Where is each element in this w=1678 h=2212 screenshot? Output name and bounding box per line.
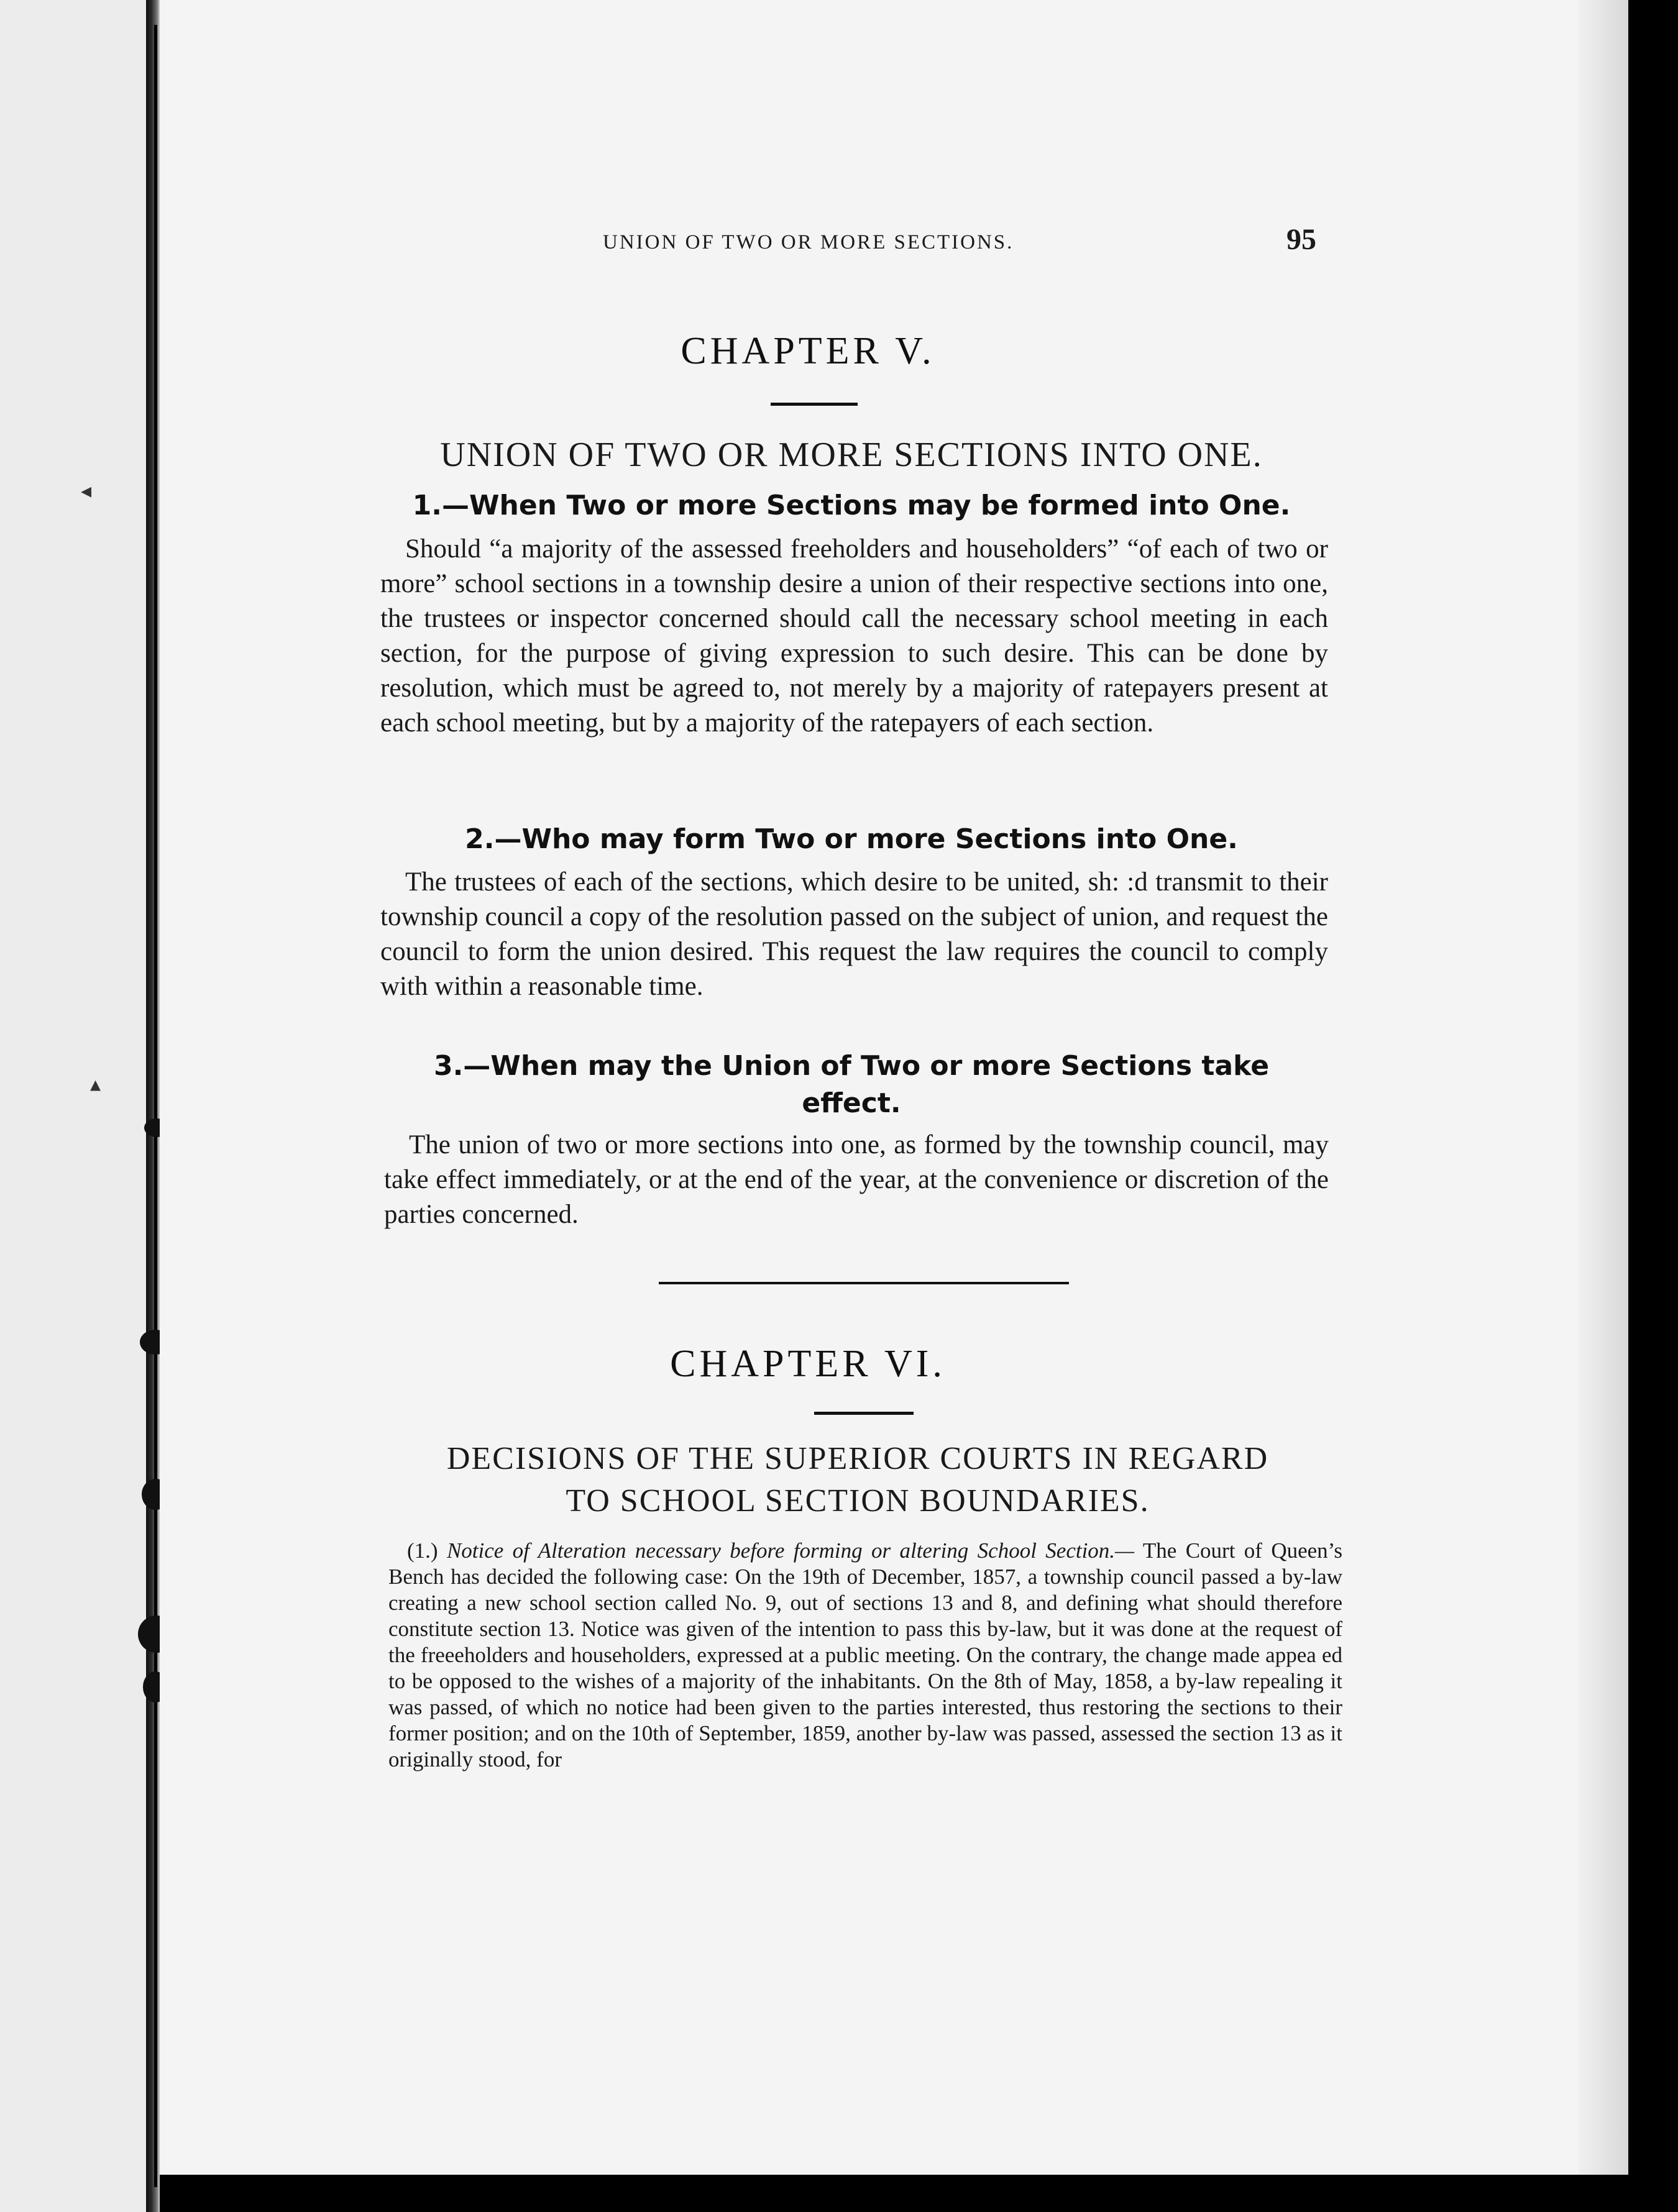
paragraph: The trustees of each of the sections, which desire to be united, sh: :d transmit to their township council a copy of the resolution passed on the subject of union, and request the council to form the union desired. This request the law requires the council to comply with within a reasonable time. [380,867,1328,1001]
chapter-title-cont: TO SCHOOL SECTION BOUNDARIES. [566,1483,1150,1519]
book-gutter [146,0,160,2212]
page-number: 95 [1286,223,1316,256]
paragraph: Should “a majority of the assessed freeholders and householders” “of each of two or more” school sections in a township desire a union of their respective sections into one, the trustees or inspector concerned should call the necessary school meeting in each section, for the purpose of giving expression to such desire. This can be done by resolution, which must be agreed to, not merely by a majority of ratepayers present at each school meeting, but by a majority of the ratepayers of each section. [380,534,1328,738]
short-rule [771,403,858,406]
chapter-heading: CHAPTER VI. [670,1343,946,1385]
section-divider [659,1282,1069,1284]
paragraph-body: The Court of Queen’s Bench has decided the following case: On the 19th of December, 1857, a township council passed a by-law creating a new school section called No. 9, out of sections 13 and 8, and defining what should therefore constitute section 13. Notice was given of the intention to pass this by-law, but it was done at the request of the freeeholders and householders, expressed at a public meeting. On the contrary, the change made appea ed to be opposed to the wishes of a majority of the inhabitants. On the 8th of May, 1858, a by-law repealing it was passed, of which no notice had been given to the parties interested, thus restoring the sections to their former position; and on the 10th of September, 1859, another by-law was passed, assessed the section 13 as it originally stood, for [388,1538,1343,1771]
paragraph: The union of two or more sections into one, as formed by the township council, may take effect immediately, or at the end of the year, at the convenience or discretion of the parties concerned. [384,1130,1329,1229]
gutter-line [154,25,157,2187]
chapter-heading: CHAPTER V. [681,330,935,372]
subsection-heading: 3.—When may the Union of Two or more Sections take [433,1050,1270,1082]
page-edge-shadow [1579,0,1628,2175]
subsection-heading: 1.—When Two or more Sections may be formed into One. [412,490,1291,521]
short-rule [814,1412,914,1415]
chapter-title: DECISIONS OF THE SUPERIOR COURTS IN REGARD [446,1441,1269,1476]
chapter-title: UNION OF TWO OR MORE SECTIONS INTO ONE. [440,436,1263,474]
paragraph-italic-heading: Notice of Alteration necessary before forming or altering School Section.— [446,1538,1135,1563]
scan-border [160,2175,1628,2212]
decision-paragraph [388,1538,1342,1773]
paragraph-number: (1.) [407,1538,438,1563]
scan-mark: ▴ [90,1072,101,1097]
left-page-edge [0,0,146,2212]
subsection-heading-cont: effect. [802,1087,901,1119]
running-header: UNION OF TWO OR MORE SECTIONS. [603,231,1014,254]
subsection-heading: 2.—Who may form Two or more Sections into One. [465,823,1238,855]
scan-mark: ◂ [81,478,92,503]
